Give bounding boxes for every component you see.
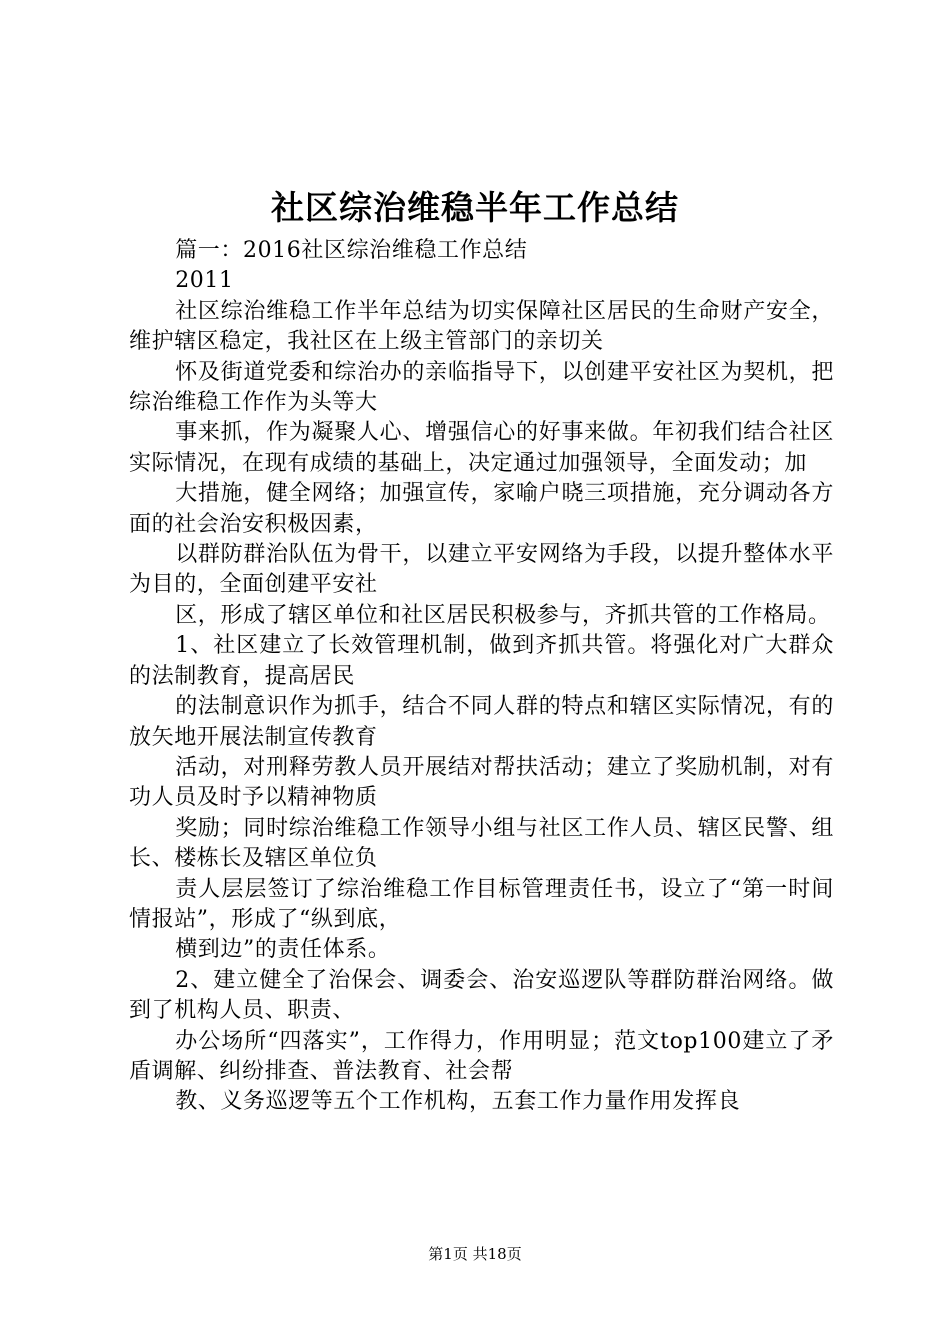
paragraph-11: 活动，对刑释劳教人员开展结对帮扶活动；建立了奖励机制，对有功人员及时予以精神物质 <box>129 754 834 811</box>
paragraph-3: 社区综治维稳工作半年总结为切实保障社区居民的生命财产安全，维护辖区稳定，我社区在上级主管部门的亲切关 <box>129 298 834 355</box>
paragraph-7: 以群防群治队伍为骨干，以建立平安网络为手段，以提升整体水平为目的，全面创建平安社 <box>129 542 834 598</box>
document-body <box>129 236 834 1118</box>
paragraph-5: 事来抓，作为凝聚人心、增强信心的好事来做。年初我们结合社区实际情况，在现有成绩的基础上，决定通过加强领导，全面发动；加 <box>129 420 834 476</box>
paragraph-14: 横到边”的责任体系。 <box>175 937 391 963</box>
paragraph-16: 办公场所“四落实”，工作得力，作用明显；范文top100建立了矛盾调解、纠纷排查、普法教育、社会帮 <box>129 1028 834 1084</box>
paragraph-8: 区，形成了辖区单位和社区居民积极参与，齐抓共管的工作格局。 <box>175 602 831 628</box>
paragraph-6: 大措施，健全网络；加强宣传，家喻户晓三项措施，充分调动各方面的社会治安积极因素， <box>129 481 834 537</box>
paragraph-13: 责人层层签订了综治维稳工作目标管理责任书，设立了“第一时间情报站”，形成了“纵到底， <box>129 876 834 932</box>
paragraph-1: 篇一：2016社区综治维稳工作总结 <box>175 238 528 263</box>
paragraph-15: 2、建立健全了治保会、调委会、治安巡逻队等群防群治网络。做到了机构人员、职责、 <box>129 967 834 1024</box>
paragraph-4: 怀及街道党委和综治办的亲临指导下，以创建平安社区为契机，把综治维稳工作作为头等大 <box>129 359 834 416</box>
document-title: 社区综治维稳半年工作总结 <box>271 188 679 227</box>
paragraph-9: 1、社区建立了长效管理机制，做到齐抓共管。将强化对广大群众的法制教育，提高居民 <box>129 633 834 689</box>
page-footer: 第1页 共18页 <box>428 1245 522 1263</box>
paragraph-10: 的法制意识作为抓手，结合不同人群的特点和辖区实际情况，有的放矢地开展法制宣传教育 <box>129 694 834 750</box>
paragraph-12: 奖励；同时综治维稳工作领导小组与社区工作人员、辖区民警、组长、楼栋长及辖区单位负 <box>129 815 834 872</box>
paragraph-2: 2011 <box>175 268 234 294</box>
paragraph-17: 教、义务巡逻等五个工作机构，五套工作力量作用发挥良 <box>175 1089 741 1115</box>
